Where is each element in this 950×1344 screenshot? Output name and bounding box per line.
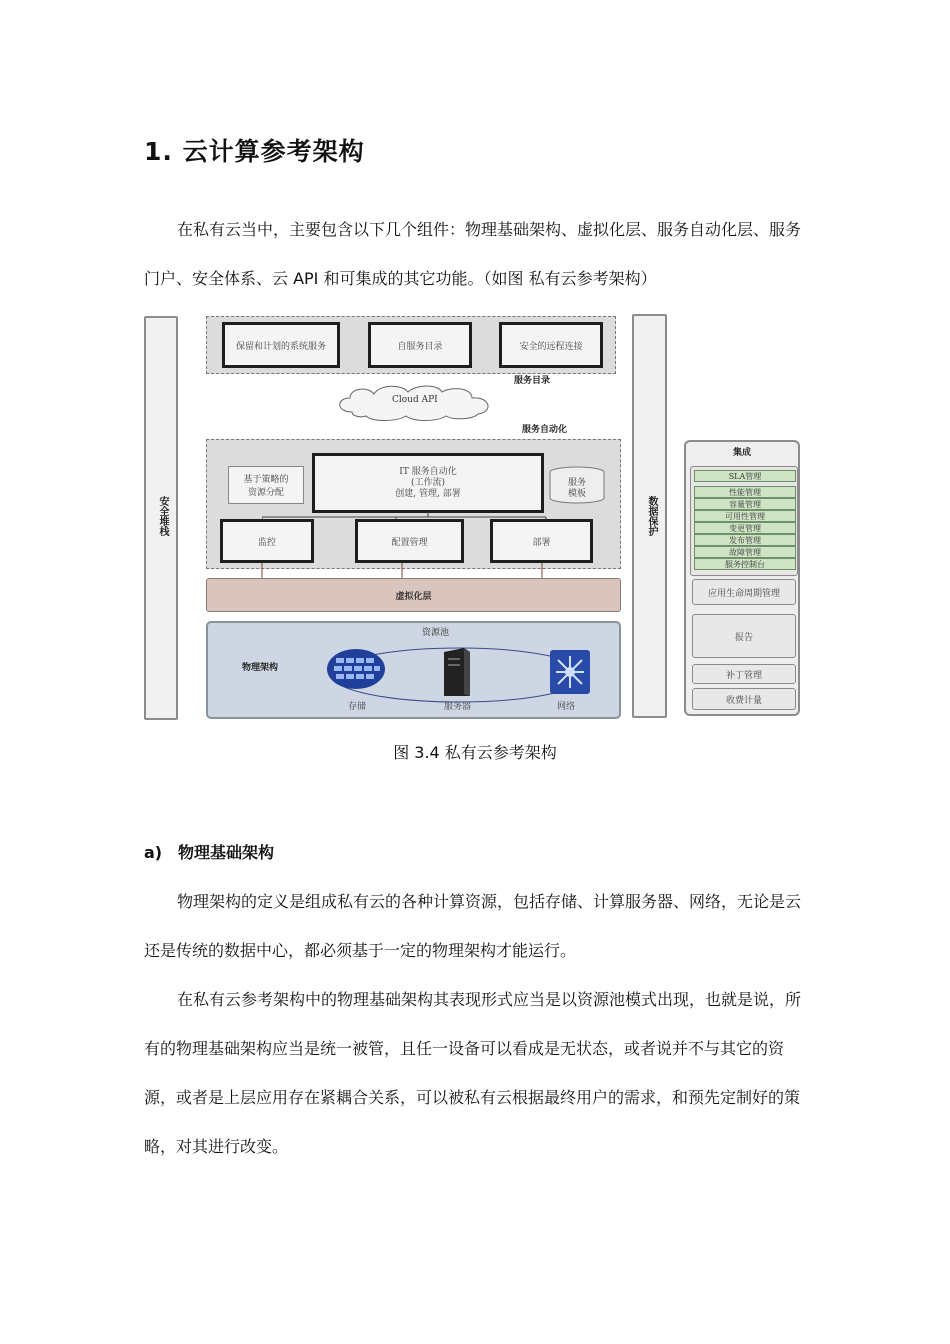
intro-paragraph: 在私有云当中，主要包含以下几个组件：物理基础架构、虚拟化层、服务自动化层、服务门户、安全体系、云 API 和可集成的其它功能。（如图 私有云参考架构） — [144, 220, 802, 288]
page-heading: 1. 云计算参考架构 — [144, 137, 365, 166]
virtualization-label: 虚拟化层 — [395, 591, 432, 602]
portal-item: 自服务目录 — [368, 322, 472, 368]
it-service-automation-box: IT 服务自动化 (工作流) 创建, 管理, 部署 — [312, 453, 544, 513]
integration-item: 应用生命周期管理 — [692, 579, 796, 605]
section-heading — [144, 840, 274, 863]
physical-label: 物理架构 — [242, 663, 279, 673]
security-stack-label: 安全堆栈 — [157, 496, 168, 536]
security-stack-pillar — [144, 316, 178, 720]
resource-pool-label: 资源池 — [422, 628, 450, 638]
portal-item: 安全的远程连接 — [499, 322, 603, 368]
policy-allocation-box: 基于策略的 资源分配 — [228, 466, 304, 504]
integration-group-item: 发布管理 — [694, 534, 796, 546]
storage-icon — [326, 648, 386, 690]
section-title: 物理基础架构 — [178, 843, 275, 862]
server-label: 服务器 — [444, 702, 472, 712]
data-protection-pillar — [632, 314, 667, 718]
network-icon — [548, 648, 592, 696]
integration-group-item: 可用性管理 — [694, 510, 796, 522]
body-paragraph: 物理架构的定义是组成私有云的各种计算资源，包括存储、计算服务器、网络，无论是云还是传统的数据中心，都必须基于一定的物理架构才能运行。 — [144, 892, 802, 960]
integration-group-item: SLA管理 — [694, 470, 796, 482]
integration-group-item: 变更管理 — [694, 522, 796, 534]
integration-group-item: 故障管理 — [694, 546, 796, 558]
automation-item: 监控 — [220, 519, 314, 563]
section-number: a) — [144, 843, 163, 862]
automation-item: 部署 — [490, 519, 593, 563]
service-automation-label: 服务自动化 — [522, 425, 568, 435]
integration-item: 报告 — [692, 614, 796, 658]
data-protection-label: 数据保护 — [646, 496, 657, 536]
body-paragraph: 在私有云参考架构中的物理基础架构其表现形式应当是以资源池模式出现，也就是说，所有的物理基础架构应当是统一被管，且任一设备可以看成是无状态，或者说并不与其它的资源，或者是上层应用存在紧耦合关系，可以被私有云根据最终用户的需求，和预先定制好的策略，对其进行改变。 — [144, 990, 802, 1156]
architecture-figure — [140, 310, 805, 725]
integration-panel — [684, 440, 800, 716]
service-catalog-label: 服务目录 — [514, 376, 551, 386]
integration-group-item: 服务控制台 — [694, 558, 796, 570]
service-template-label: 服务 模板 — [567, 478, 586, 499]
integration-group-item: 容量管理 — [694, 498, 796, 510]
integration-group-item: 性能管理 — [694, 486, 796, 498]
portal-item: 保留和计划的系统服务 — [222, 322, 340, 368]
automation-item: 配置管理 — [355, 519, 464, 563]
cloud-api-label: Cloud API — [392, 395, 438, 405]
server-icon — [440, 648, 472, 698]
integration-item: 补丁管理 — [692, 664, 796, 684]
integration-item: 收费计量 — [692, 688, 796, 710]
figure-caption: 图 3.4 私有云参考架构 — [393, 743, 557, 762]
virtualization-layer — [206, 578, 621, 612]
integration-title: 集成 — [732, 448, 751, 458]
network-label: 网络 — [557, 702, 576, 712]
storage-label: 存储 — [348, 702, 367, 712]
